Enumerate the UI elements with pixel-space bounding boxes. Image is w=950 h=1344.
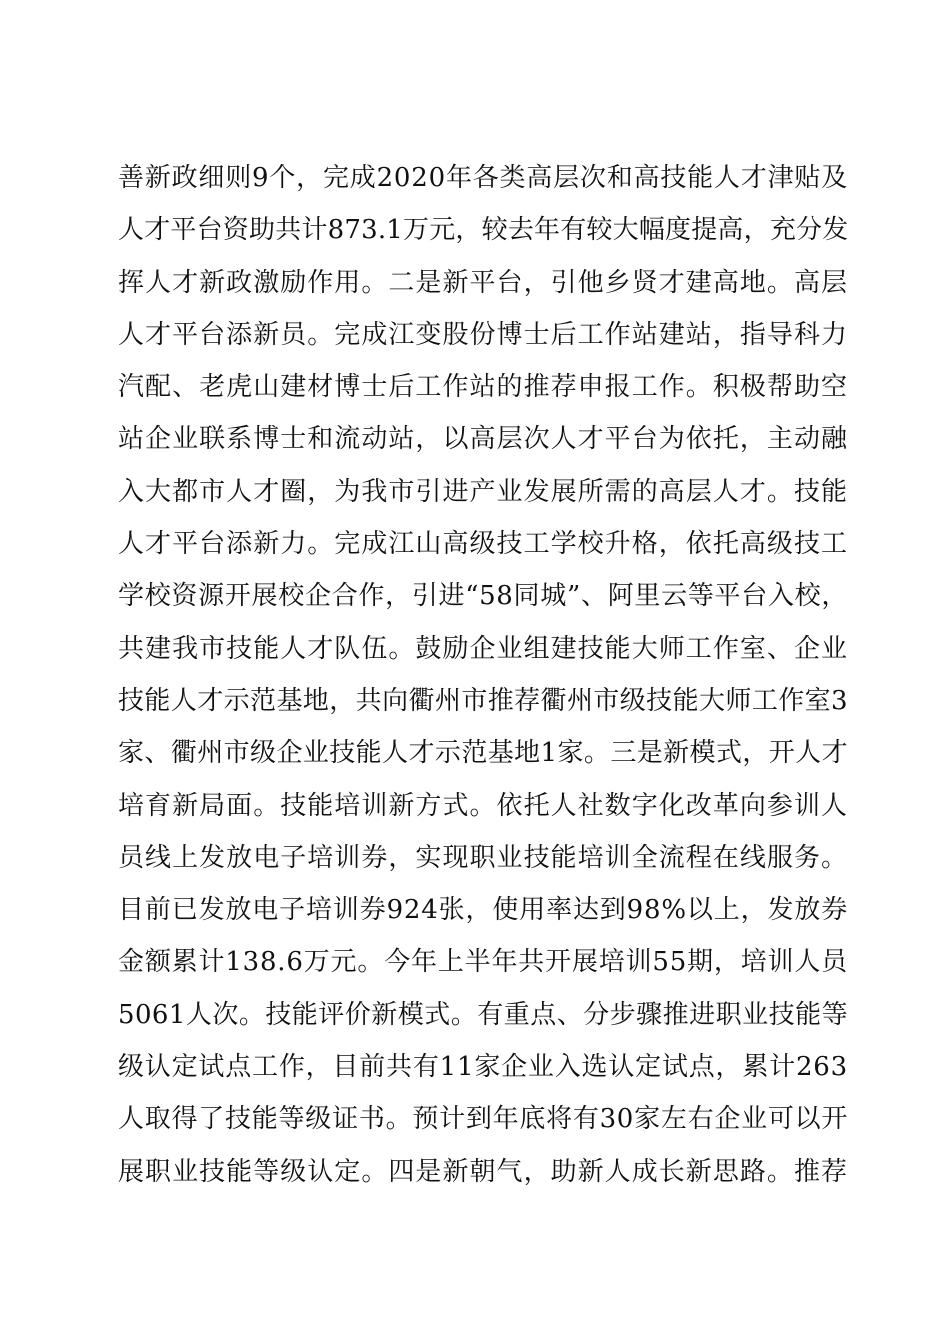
text-line: 人才平台资助共计873.1万元，较去年有较大幅度提高，充分发	[118, 215, 848, 246]
text-line: 级认定试点工作，目前共有11家企业入选认定试点，累计263	[118, 1052, 848, 1083]
text-line: 学校资源开展校企合作，引进“58同城”、阿里云等平台入校，	[118, 581, 848, 612]
text-line: 入大都市人才圈，为我市引进产业发展所需的高层人才。技能	[118, 476, 848, 507]
text-line: 汽配、老虎山建材博士后工作站的推荐申报工作。积极帮助空	[118, 372, 848, 403]
text-line: 挥人才新政激励作用。二是新平台，引他乡贤才建高地。高层	[118, 267, 848, 298]
text-line: 5061人次。技能评价新模式。有重点、分步骤推进职业技能等	[118, 999, 848, 1030]
text-line: 善新政细则9个，完成2020年各类高层次和高技能人才津贴及	[118, 163, 848, 193]
text-line: 共建我市技能人才队伍。鼓励企业组建技能大师工作室、企业	[118, 633, 848, 664]
text-line: 目前已发放电子培训券924张，使用率达到98%以上，发放券	[118, 895, 848, 926]
text-line: 人才平台添新力。完成江山高级技工学校升格，依托高级技工	[118, 529, 848, 560]
text-line: 人取得了技能等级证书。预计到年底将有30家左右企业可以开	[118, 1104, 848, 1135]
body-text	[118, 152, 848, 1198]
text-line: 员线上发放电子培训券，实现职业技能培训全流程在线服务。	[118, 842, 848, 873]
text-line: 技能人才示范基地，共向衢州市推荐衢州市级技能大师工作室3	[118, 685, 848, 716]
text-line: 培育新局面。技能培训新方式。依托人社数字化改革向参训人	[118, 790, 848, 821]
text-line: 家、衢州市级企业技能人才示范基地1家。三是新模式，开人才	[118, 738, 848, 769]
text-line: 站企业联系博士和流动站，以高层次人才平台为依托，主动融	[118, 424, 848, 455]
text-line: 展职业技能等级认定。四是新朝气，助新人成长新思路。推荐	[118, 1156, 848, 1187]
text-line: 人才平台添新员。完成江变股份博士后工作站建站，指导科力	[118, 319, 848, 350]
text-line: 金额累计138.6万元。今年上半年共开展培训55期，培训人员	[118, 947, 848, 978]
